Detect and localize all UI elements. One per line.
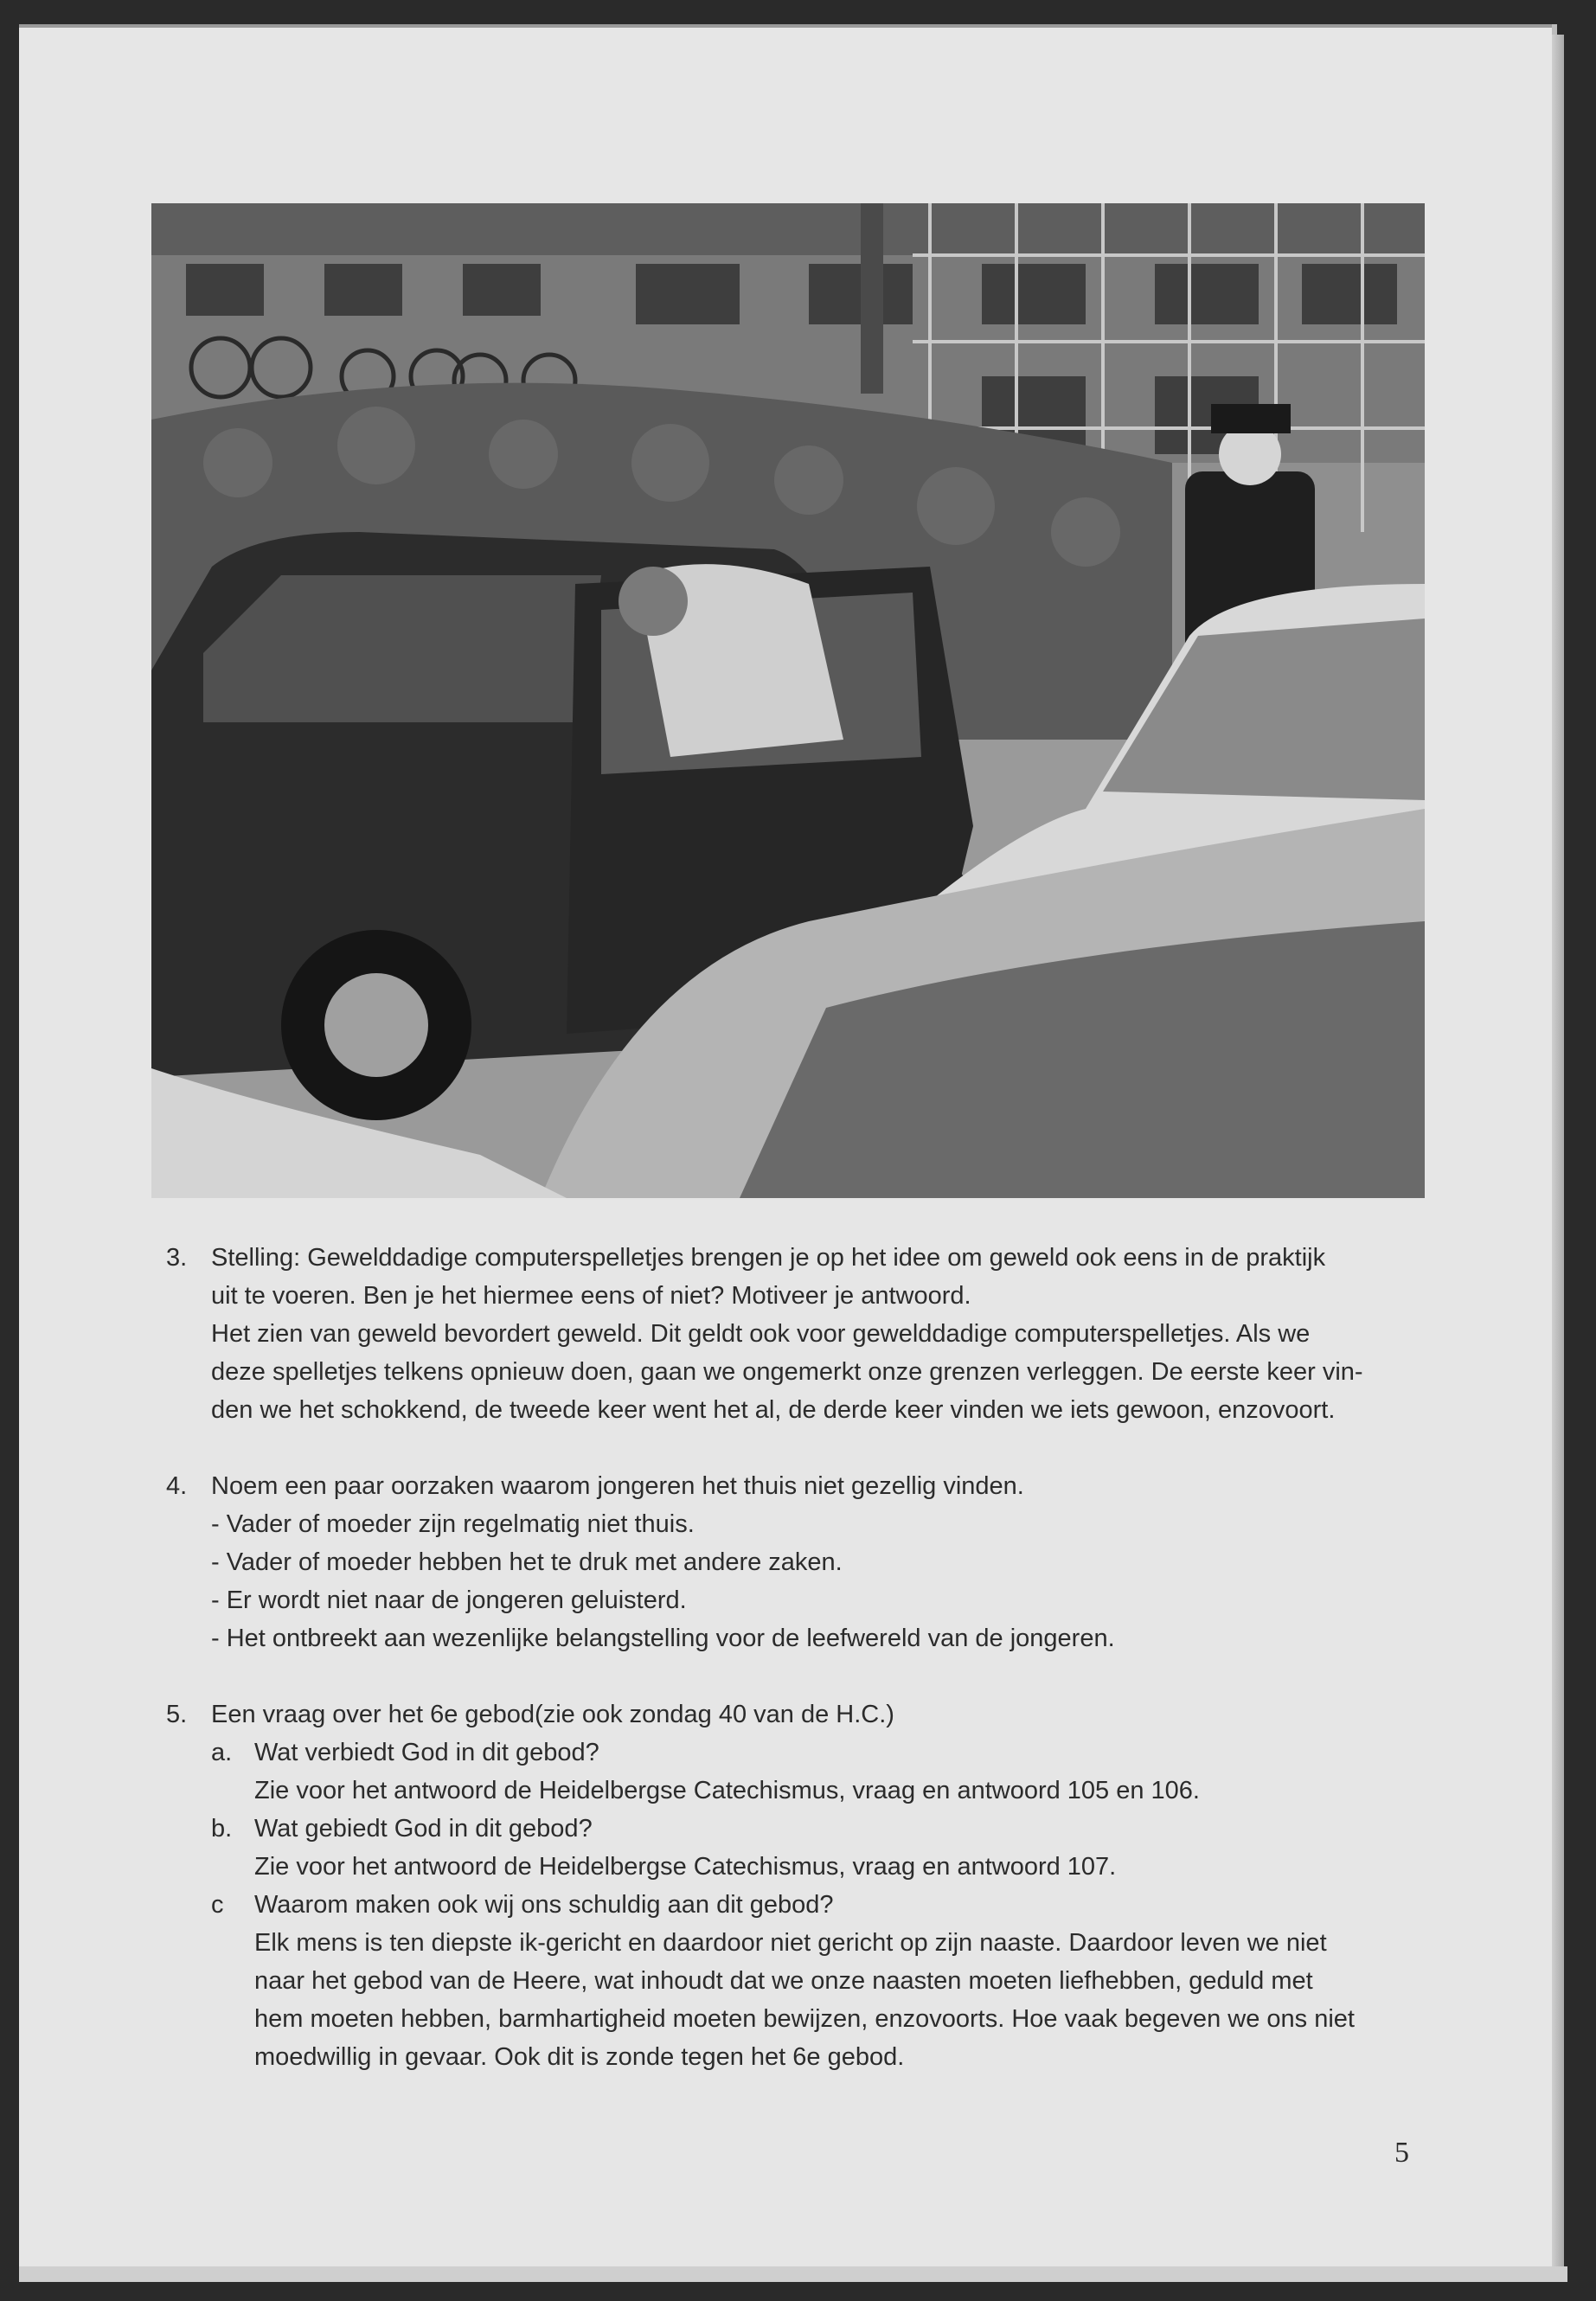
sub-question-a [211, 1734, 1412, 1810]
text-line: uit te voeren. Ben je het hiermee eens of niet? Motiveer je antwoord. [211, 1282, 971, 1310]
item-number: 3. [166, 1244, 188, 1272]
answer-item-3 [166, 1239, 1412, 1429]
text-line: Waarom maken ook wij ons schuldig aan dit gebod? [254, 1891, 834, 1919]
text-line: - Er wordt niet naar de jongeren geluisterd. [211, 1586, 687, 1614]
text-line: moedwillig in gevaar. Ook dit is zonde tegen het 6e gebod. [254, 2043, 905, 2071]
text-line: Wat gebiedt God in dit gebod? [254, 1815, 593, 1843]
sub-question-b [211, 1810, 1412, 1886]
sub-question-c [211, 1886, 1412, 2076]
answer-item-5 [166, 1695, 1412, 2076]
page-edge [1552, 35, 1564, 2266]
photo-parking-scene [151, 203, 1425, 1198]
text-line: Wat verbiedt God in dit gebod? [254, 1739, 599, 1766]
text-line: Stelling: Gewelddadige computerspelletjes brengen je op het idee om geweld ook eens in de praktijk [211, 1244, 1326, 1272]
text-line: Zie voor het antwoord de Heidelbergse Catechismus, vraag en antwoord 105 en 106. [254, 1777, 1200, 1804]
text-line: hem moeten hebben, barmhartigheid moeten bewijzen, enzovoorts. Hoe vaak begeven we ons niet [254, 2005, 1355, 2033]
photo-icon [151, 203, 1425, 1198]
text-line: Zie voor het antwoord de Heidelbergse Catechismus, vraag en antwoord 107. [254, 1853, 1117, 1881]
text-line: Het zien van geweld bevordert geweld. Dit geldt ook voor gewelddadige computerspelletjes. Als we [211, 1320, 1311, 1348]
text-line: naar het gebod van de Heere, wat inhoudt dat we onze naasten moeten liefhebben, geduld met [254, 1967, 1313, 1995]
answers-list [166, 1239, 1412, 2114]
sub-letter: a. [211, 1739, 233, 1766]
item-number: 4. [166, 1472, 188, 1500]
text-line: deze spelletjes telkens opnieuw doen, gaan we ongemerkt onze grenzen verleggen. De eerste keer vin- [211, 1358, 1363, 1386]
text-line: - Het ontbreekt aan wezenlijke belangstelling voor de leefwereld van de jongeren. [211, 1625, 1115, 1652]
text-line: Elk mens is ten diepste ik-gericht en daardoor niet gericht op zijn naaste. Daardoor leven we niet [254, 1929, 1327, 1957]
page-bottom-edge [19, 2266, 1567, 2282]
text-line: den we het schokkend, de tweede keer went het al, de derde keer vinden we iets gewoon, enzovoort. [211, 1396, 1336, 1424]
sub-letter: b. [211, 1815, 233, 1843]
item-number: 5. [166, 1701, 188, 1728]
text-line: - Vader of moeder zijn regelmatig niet thuis. [211, 1510, 695, 1538]
page-number: 5 [1394, 2137, 1409, 2169]
text-line: Een vraag over het 6e gebod(zie ook zondag 40 van de H.C.) [211, 1701, 894, 1728]
text-line: - Vader of moeder hebben het te druk met andere zaken. [211, 1548, 843, 1576]
answer-item-4 [166, 1467, 1412, 1657]
text-line: Noem een paar oorzaken waarom jongeren het thuis niet gezellig vinden. [211, 1472, 1024, 1500]
sub-letter: c [211, 1891, 224, 1919]
